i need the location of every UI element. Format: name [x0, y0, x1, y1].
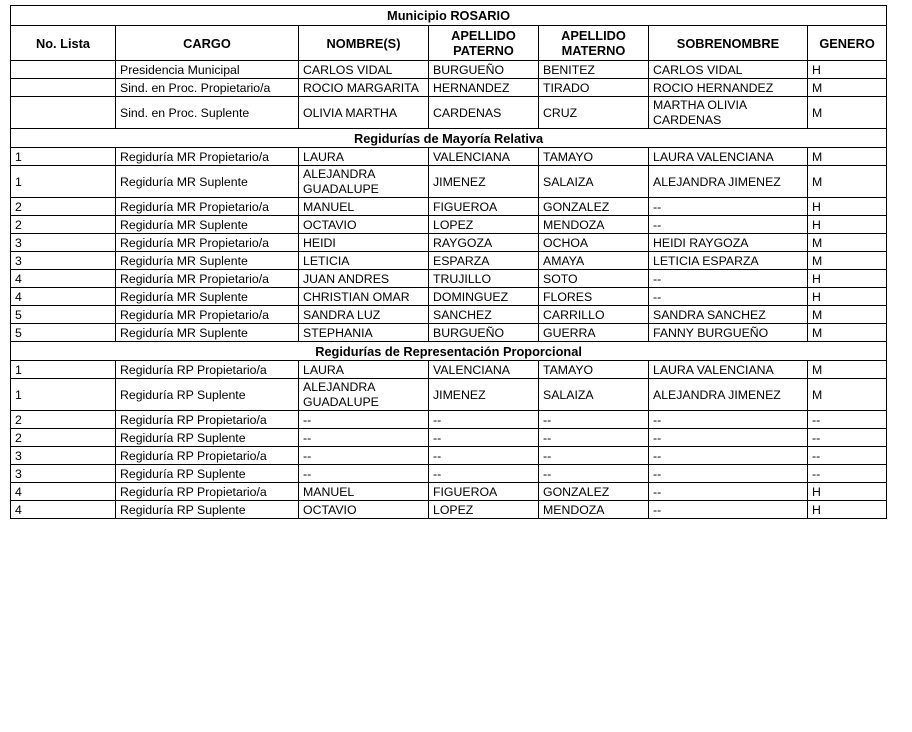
- cell-cargo: Presidencia Municipal: [116, 61, 299, 79]
- section-header-title: Regidurías de Representación Proporcional: [11, 342, 887, 361]
- column-header-row: [11, 26, 887, 61]
- cell-apellido-paterno: FIGUEROA: [429, 198, 539, 216]
- cell-apellido-materno: AMAYA: [539, 252, 649, 270]
- cell-cargo: Regiduría MR Propietario/a: [116, 270, 299, 288]
- cell-no-lista: 3: [11, 465, 116, 483]
- cell-genero: H: [808, 501, 887, 519]
- cell-apellido-paterno: --: [429, 429, 539, 447]
- cell-sobrenombre: ROCIO HERNANDEZ: [649, 79, 808, 97]
- cell-cargo: Regiduría MR Suplente: [116, 166, 299, 198]
- cell-no-lista: 3: [11, 447, 116, 465]
- cell-apellido-paterno: --: [429, 411, 539, 429]
- table-row: [11, 61, 887, 79]
- cell-cargo: Regiduría RP Propietario/a: [116, 361, 299, 379]
- section-header-row: [11, 129, 887, 148]
- table-row: [11, 97, 887, 129]
- cell-nombres: SANDRA LUZ: [299, 306, 429, 324]
- cell-no-lista: 1: [11, 148, 116, 166]
- cell-cargo: Regiduría RP Suplente: [116, 429, 299, 447]
- table-row: [11, 306, 887, 324]
- municipality-title: Municipio ROSARIO: [11, 6, 887, 26]
- cell-no-lista: 5: [11, 324, 116, 342]
- cell-no-lista: 2: [11, 411, 116, 429]
- column-header-apellido-paterno-line2: PATERNO: [453, 43, 514, 59]
- cell-cargo: Regiduría RP Suplente: [116, 379, 299, 411]
- cell-sobrenombre: LAURA VALENCIANA: [649, 148, 808, 166]
- cell-sobrenombre: --: [649, 198, 808, 216]
- cell-apellido-materno: GONZALEZ: [539, 483, 649, 501]
- candidates-table: [10, 5, 887, 519]
- cell-sobrenombre: --: [649, 216, 808, 234]
- cell-apellido-materno: TIRADO: [539, 79, 649, 97]
- cell-cargo: Sind. en Proc. Propietario/a: [116, 79, 299, 97]
- cell-nombres: OCTAVIO: [299, 501, 429, 519]
- cell-nombres: STEPHANIA: [299, 324, 429, 342]
- cell-genero: M: [808, 97, 887, 129]
- cell-cargo: Regiduría MR Suplente: [116, 252, 299, 270]
- cell-no-lista: 2: [11, 216, 116, 234]
- cell-cargo: Regiduría RP Propietario/a: [116, 483, 299, 501]
- cell-apellido-materno: GONZALEZ: [539, 198, 649, 216]
- cell-apellido-paterno: VALENCIANA: [429, 361, 539, 379]
- cell-cargo: Sind. en Proc. Suplente: [116, 97, 299, 129]
- cell-apellido-paterno: VALENCIANA: [429, 148, 539, 166]
- cell-cargo: Regiduría MR Suplente: [116, 216, 299, 234]
- cell-apellido-paterno: LOPEZ: [429, 501, 539, 519]
- cell-apellido-paterno: DOMINGUEZ: [429, 288, 539, 306]
- cell-sobrenombre: MARTHA OLIVIA CARDENAS: [649, 97, 808, 129]
- cell-cargo: Regiduría RP Propietario/a: [116, 447, 299, 465]
- cell-nombres: MANUEL: [299, 483, 429, 501]
- table-row: [11, 79, 887, 97]
- cell-nombres: --: [299, 465, 429, 483]
- cell-apellido-materno: CRUZ: [539, 97, 649, 129]
- cell-sobrenombre: CARLOS VIDAL: [649, 61, 808, 79]
- table-row: [11, 234, 887, 252]
- cell-apellido-materno: --: [539, 411, 649, 429]
- cell-genero: M: [808, 306, 887, 324]
- cell-sobrenombre: --: [649, 465, 808, 483]
- cell-no-lista: 1: [11, 379, 116, 411]
- section-header-row: [11, 342, 887, 361]
- table-row: [11, 379, 887, 411]
- cell-sobrenombre: --: [649, 501, 808, 519]
- cell-nombres: OLIVIA MARTHA: [299, 97, 429, 129]
- cell-no-lista: 1: [11, 166, 116, 198]
- candidate-list-document: [10, 5, 886, 519]
- cell-apellido-materno: MENDOZA: [539, 501, 649, 519]
- cell-genero: M: [808, 324, 887, 342]
- cell-nombres: LETICIA: [299, 252, 429, 270]
- cell-apellido-materno: TAMAYO: [539, 148, 649, 166]
- section-header-title: Regidurías de Mayoría Relativa: [11, 129, 887, 148]
- cell-nombres: --: [299, 447, 429, 465]
- cell-nombres: LAURA: [299, 148, 429, 166]
- cell-genero: H: [808, 483, 887, 501]
- column-header-apellido-materno-line2: MATERNO: [561, 43, 626, 59]
- cell-nombres: CHRISTIAN OMAR: [299, 288, 429, 306]
- cell-no-lista: [11, 79, 116, 97]
- cell-genero: --: [808, 447, 887, 465]
- cell-nombres: HEIDI: [299, 234, 429, 252]
- table-row: [11, 429, 887, 447]
- column-header-apellido-paterno-line1: APELLIDO: [451, 28, 516, 44]
- cell-no-lista: 2: [11, 429, 116, 447]
- cell-genero: M: [808, 379, 887, 411]
- cell-apellido-materno: GUERRA: [539, 324, 649, 342]
- cell-nombres: MANUEL: [299, 198, 429, 216]
- cell-sobrenombre: --: [649, 447, 808, 465]
- cell-nombres: LAURA: [299, 361, 429, 379]
- cell-apellido-paterno: ESPARZA: [429, 252, 539, 270]
- cell-sobrenombre: FANNY BURGUEÑO: [649, 324, 808, 342]
- cell-sobrenombre: SANDRA SANCHEZ: [649, 306, 808, 324]
- table-row: [11, 324, 887, 342]
- cell-sobrenombre: ALEJANDRA JIMENEZ: [649, 379, 808, 411]
- cell-apellido-materno: SOTO: [539, 270, 649, 288]
- cell-nombres: OCTAVIO: [299, 216, 429, 234]
- table-row: [11, 465, 887, 483]
- cell-cargo: Regiduría MR Suplente: [116, 324, 299, 342]
- cell-genero: H: [808, 270, 887, 288]
- table-row: [11, 447, 887, 465]
- cell-apellido-materno: OCHOA: [539, 234, 649, 252]
- cell-sobrenombre: HEIDI RAYGOZA: [649, 234, 808, 252]
- cell-cargo: Regiduría RP Propietario/a: [116, 411, 299, 429]
- cell-apellido-materno: TAMAYO: [539, 361, 649, 379]
- cell-apellido-paterno: HERNANDEZ: [429, 79, 539, 97]
- table-row: [11, 166, 887, 198]
- column-header-no-lista: No. Lista: [11, 26, 116, 61]
- column-header-apellido-materno: [539, 26, 649, 61]
- cell-genero: M: [808, 148, 887, 166]
- cell-no-lista: 3: [11, 234, 116, 252]
- cell-cargo: Regiduría RP Suplente: [116, 465, 299, 483]
- cell-apellido-paterno: JIMENEZ: [429, 379, 539, 411]
- column-header-cargo: CARGO: [116, 26, 299, 61]
- cell-sobrenombre: ALEJANDRA JIMENEZ: [649, 166, 808, 198]
- cell-no-lista: 4: [11, 270, 116, 288]
- cell-genero: H: [808, 198, 887, 216]
- table-row: [11, 252, 887, 270]
- cell-apellido-paterno: SANCHEZ: [429, 306, 539, 324]
- cell-apellido-materno: SALAIZA: [539, 379, 649, 411]
- cell-no-lista: [11, 61, 116, 79]
- cell-no-lista: 5: [11, 306, 116, 324]
- column-header-nombres: NOMBRE(S): [299, 26, 429, 61]
- cell-no-lista: 1: [11, 361, 116, 379]
- table-row: [11, 483, 887, 501]
- cell-apellido-materno: BENITEZ: [539, 61, 649, 79]
- cell-genero: M: [808, 252, 887, 270]
- cell-genero: M: [808, 166, 887, 198]
- cell-genero: M: [808, 361, 887, 379]
- cell-nombres: --: [299, 411, 429, 429]
- cell-no-lista: [11, 97, 116, 129]
- cell-no-lista: 4: [11, 483, 116, 501]
- table-row: [11, 270, 887, 288]
- table-row: [11, 288, 887, 306]
- cell-sobrenombre: --: [649, 270, 808, 288]
- cell-no-lista: 4: [11, 501, 116, 519]
- table-row: [11, 216, 887, 234]
- cell-genero: H: [808, 216, 887, 234]
- cell-no-lista: 4: [11, 288, 116, 306]
- cell-apellido-materno: MENDOZA: [539, 216, 649, 234]
- candidates-table-body: [11, 6, 887, 519]
- cell-apellido-paterno: JIMENEZ: [429, 166, 539, 198]
- cell-no-lista: 2: [11, 198, 116, 216]
- cell-sobrenombre: --: [649, 411, 808, 429]
- cell-genero: M: [808, 234, 887, 252]
- cell-apellido-paterno: BURGUEÑO: [429, 61, 539, 79]
- table-row: [11, 198, 887, 216]
- cell-nombres: ALEJANDRA GUADALUPE: [299, 166, 429, 198]
- cell-apellido-materno: CARRILLO: [539, 306, 649, 324]
- cell-apellido-paterno: LOPEZ: [429, 216, 539, 234]
- cell-nombres: --: [299, 429, 429, 447]
- cell-cargo: Regiduría MR Propietario/a: [116, 148, 299, 166]
- column-header-apellido-materno-line1: APELLIDO: [561, 28, 626, 44]
- cell-sobrenombre: --: [649, 288, 808, 306]
- cell-apellido-materno: SALAIZA: [539, 166, 649, 198]
- cell-apellido-materno: FLORES: [539, 288, 649, 306]
- cell-apellido-materno: --: [539, 447, 649, 465]
- cell-nombres: JUAN ANDRES: [299, 270, 429, 288]
- cell-apellido-materno: --: [539, 465, 649, 483]
- cell-cargo: Regiduría MR Propietario/a: [116, 234, 299, 252]
- cell-sobrenombre: --: [649, 429, 808, 447]
- cell-apellido-paterno: CARDENAS: [429, 97, 539, 129]
- cell-apellido-paterno: RAYGOZA: [429, 234, 539, 252]
- cell-cargo: Regiduría RP Suplente: [116, 501, 299, 519]
- cell-genero: H: [808, 61, 887, 79]
- cell-nombres: ALEJANDRA GUADALUPE: [299, 379, 429, 411]
- municipality-banner-row: [11, 6, 887, 26]
- cell-sobrenombre: --: [649, 483, 808, 501]
- cell-genero: M: [808, 79, 887, 97]
- cell-apellido-paterno: TRUJILLO: [429, 270, 539, 288]
- table-row: [11, 411, 887, 429]
- column-header-apellido-paterno: [429, 26, 539, 61]
- cell-apellido-paterno: FIGUEROA: [429, 483, 539, 501]
- cell-cargo: Regiduría MR Suplente: [116, 288, 299, 306]
- cell-apellido-paterno: --: [429, 447, 539, 465]
- cell-sobrenombre: LAURA VALENCIANA: [649, 361, 808, 379]
- cell-apellido-materno: --: [539, 429, 649, 447]
- table-row: [11, 361, 887, 379]
- cell-genero: --: [808, 411, 887, 429]
- cell-apellido-paterno: BURGUEÑO: [429, 324, 539, 342]
- cell-nombres: ROCIO MARGARITA: [299, 79, 429, 97]
- cell-nombres: CARLOS VIDAL: [299, 61, 429, 79]
- column-header-genero: GENERO: [808, 26, 887, 61]
- column-header-sobrenombre: SOBRENOMBRE: [649, 26, 808, 61]
- cell-genero: H: [808, 288, 887, 306]
- cell-apellido-paterno: --: [429, 465, 539, 483]
- table-row: [11, 501, 887, 519]
- cell-cargo: Regiduría MR Propietario/a: [116, 306, 299, 324]
- cell-sobrenombre: LETICIA ESPARZA: [649, 252, 808, 270]
- cell-no-lista: 3: [11, 252, 116, 270]
- cell-genero: --: [808, 429, 887, 447]
- cell-cargo: Regiduría MR Propietario/a: [116, 198, 299, 216]
- table-row: [11, 148, 887, 166]
- cell-genero: --: [808, 465, 887, 483]
